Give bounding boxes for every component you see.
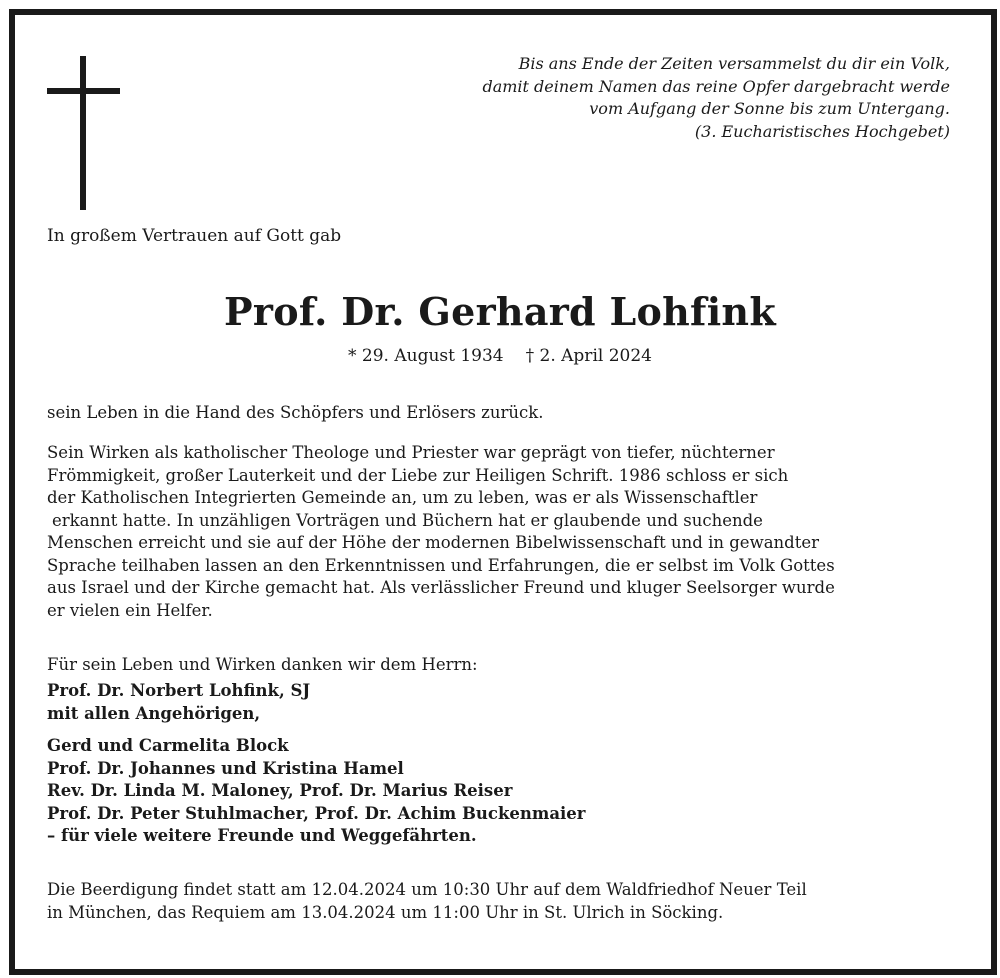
signatory: Prof. Dr. Norbert Lohfink, SJ bbox=[47, 681, 311, 700]
return-line: sein Leben in die Hand des Schöpfers und Erlösers zurück. bbox=[47, 403, 544, 422]
biography-line: der Katholischen Integrierten Gemeinde an, um zu leben, was er als Wissenschaftler bbox=[47, 488, 758, 507]
cross-vertical-bar bbox=[80, 56, 86, 210]
thanks-line: Für sein Leben und Wirken danken wir dem Herrn: bbox=[47, 655, 478, 674]
biography-line: erkannt hatte. In unzähligen Vorträgen und Büchern hat er glaubende und suchende bbox=[52, 510, 763, 530]
quote-line: vom Aufgang der Sonne bis zum Untergang. bbox=[589, 99, 950, 118]
intro-line: In großem Vertrauen auf Gott gab bbox=[47, 226, 342, 246]
friend-signatories bbox=[47, 735, 586, 848]
funeral-line: Die Beerdigung findet statt am 12.04.2024 um 10:30 Uhr auf dem Waldfriedhof Neuer Teil bbox=[47, 880, 807, 899]
family-signatories bbox=[47, 680, 310, 725]
biography-paragraph bbox=[47, 442, 835, 622]
scripture-quote bbox=[390, 53, 950, 143]
biography-line: er vielen ein Helfer. bbox=[47, 600, 213, 620]
life-dates bbox=[0, 346, 1000, 366]
cross-horizontal-bar bbox=[47, 88, 120, 94]
funeral-line: in München, das Requiem am 13.04.2024 um 11:00 Uhr in St. Ulrich in Söcking. bbox=[47, 902, 724, 922]
biography-line: Sprache teilhaben lassen an den Erkenntnissen und Erfahrungen, die er selbst im Volk Gottes bbox=[47, 555, 835, 575]
birth-date: * 29. August 1934 bbox=[348, 346, 504, 366]
death-date: † 2. April 2024 bbox=[525, 346, 652, 366]
signatory: mit allen Angehörigen, bbox=[47, 703, 261, 723]
funeral-details bbox=[47, 879, 807, 924]
signatory: Prof. Dr. Johannes und Kristina Hamel bbox=[47, 758, 404, 778]
biography-line: Frömmigkeit, großer Lauterkeit und der Liebe zur Heiligen Schrift. 1986 schloss er sich bbox=[47, 465, 789, 485]
biography-line: aus Israel und der Kirche gemacht hat. Als verlässlicher Freund und kluger Seelsorger wurde bbox=[47, 578, 835, 597]
signatory: Gerd und Carmelita Block bbox=[47, 736, 289, 755]
biography-line: Menschen erreicht und sie auf der Höhe der modernen Bibelwissenschaft und in gewandter bbox=[47, 533, 820, 552]
quote-source: (3. Eucharistisches Hochgebet) bbox=[694, 121, 950, 141]
biography-line: Sein Wirken als katholischer Theologe und Priester war geprägt von tiefer, nüchterner bbox=[47, 443, 775, 462]
quote-line: Bis ans Ende der Zeiten versammelst du dir ein Volk, bbox=[518, 54, 950, 73]
deceased-name: Prof. Dr. Gerhard Lohfink bbox=[224, 289, 776, 334]
signatory: Rev. Dr. Linda M. Maloney, Prof. Dr. Marius Reiser bbox=[47, 781, 513, 800]
quote-line: damit deinem Namen das reine Opfer dargebracht werde bbox=[482, 76, 950, 96]
signatory: – für viele weitere Freunde und Weggefährten. bbox=[47, 826, 477, 845]
signatory: Prof. Dr. Peter Stuhlmacher, Prof. Dr. Achim Buckenmaier bbox=[47, 803, 586, 823]
